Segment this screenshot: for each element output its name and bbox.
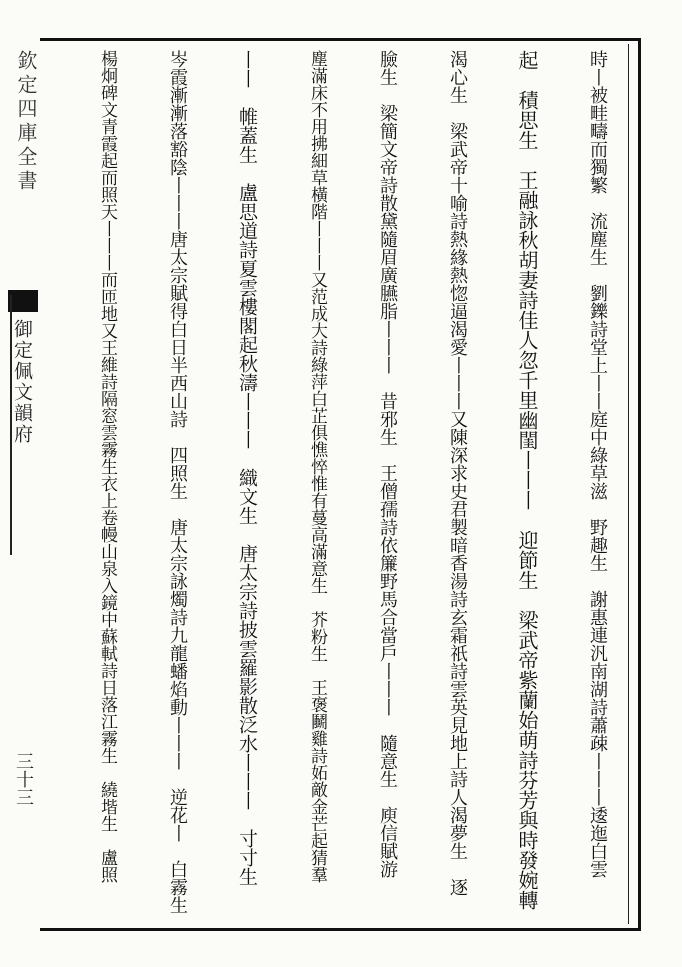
text-column-7: 岑霞漸漸落豁陰丨丨丨唐太宗賦得白日半西山詩 四照生 唐太宗詠燭詩九龍蟠焰動丨丨丨 逆花丨 白霧生 [167, 50, 188, 914]
text-column-3: 渴心生 梁武帝十喻詩熱緣熱惚逼渴愛丨丨丨又陳深求史君製暗香湯詩玄霜祇詩雲英見地上詩人渴夢生 逐 [447, 50, 468, 896]
page-number: 三十三 [13, 752, 34, 806]
frame-top-border [40, 38, 640, 41]
margin-fragment: 欽定四庫全書 [14, 50, 38, 194]
frame-right-border [638, 38, 641, 931]
frame-bottom-border [40, 928, 640, 931]
text-column-2: 起 積思生 王融詠秋胡妻詩佳人忽千里幽閨丨丨丨 迎節生 梁武帝紫蘭始萌詩芬芳與時發婉轉 [515, 50, 539, 910]
text-column-4: 臉生 梁簡文帝詩散黛隨眉廣臙脂丨丨丨 昔邪生 王僧孺詩依簾野馬合當戶丨丨丨 隨意生 庾信賦游 [377, 50, 398, 878]
text-column-8: 楊炯碑文青霞起而照天丨丨丨而匝地又王維詩隔窓雲霧生衣上卷幔山泉入鏡中蘇軾詩日落江霧生 繞堦生 盧照 [97, 50, 117, 883]
text-column-1: 時丨被畦疇而獨繁 流塵生 劉鑠詩堂上丨丨庭中綠草滋 野趣生 謝惠連汎南湖詩蕭疎丨丨丨逶迤白雲 [587, 50, 608, 878]
text-column-5: 塵滿床不用拂細草橫階丨丨丨又范成大詩綠萍白芷俱憔悴惟有蔓高滿意生 芥粉生 王褒鬭雞詩妬敵金芒起猜羣 [307, 50, 327, 883]
margin-book-title: 御定佩文韻府 [10, 295, 36, 555]
frame-inner-rule [628, 44, 629, 924]
text-column-6: 丨丨 帷蓋生 盧思道詩夏雲樓閣起秋濤丨丨丨 織文生 唐太宗詩披雲羅影散泛水丨丨丨 寸寸生 [236, 50, 258, 886]
